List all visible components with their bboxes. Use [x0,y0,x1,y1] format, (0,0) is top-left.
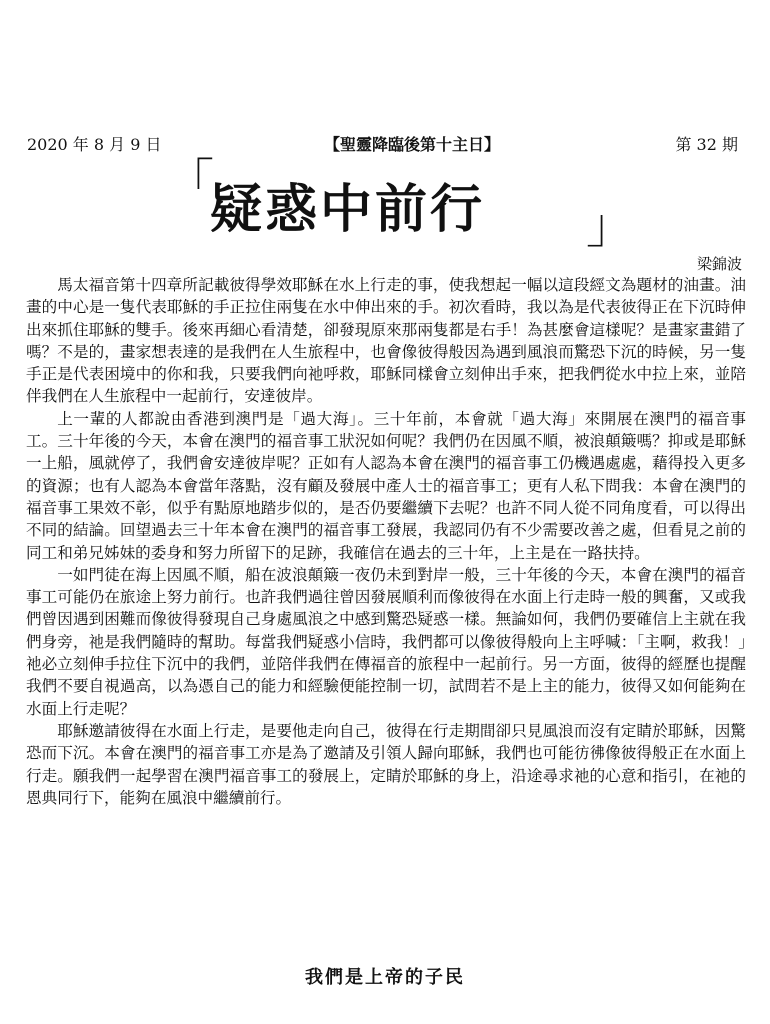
issue-number: 第 32 期 [675,135,738,154]
article-title [166,154,635,254]
article-paragraph: 耶穌邀請彼得在水面上行走，是要他走向自己，彼得在行走期間卻只見風浪而沒有定睛於耶穌，因驚恐而下沉。本會在澳門的福音事工亦是為了邀請及引領人歸向耶穌，我們也可能彷彿像彼得般正在水面上行走。願我們一起學習在澳門福音事工的發展上，定睛於耶穌的身上，沿途尋求祂的心意和指引，在祂的恩典同行下，能夠在風浪中繼續前行。 [26,721,746,807]
footer-heading: 我們是上帝的子民 [305,967,465,988]
article-author: 梁錦波 [696,255,742,273]
title-open-quote: 「 [166,154,215,210]
article-paragraph: 上一輩的人都說由香港到澳門是「過大海」。三十年前，本會就「過大海」來開展在澳門的福音事工。三十年後的今天，本會在澳門的福音事工狀況如何呢？我們仍在因風不順，被浪顛簸嗎？抑或是耶穌一上船，風就停了，我們會安達彼岸呢？正如有人認為本會在澳門的福音事工仍機遇處處，藉得投入更多的資源；也有人認為本會當年落點，沒有顧及發展中產人士的福音事工；更有人私下問我：本會在澳門的福音事工果效不彰，似乎有點原地踏步似的，是否仍要繼續下去呢？也許不同人從不同角度看，可以得出不同的結論。回望過去三十年本會在澳門的福音事工發展，我認同仍有不少需要改善之處，但看見之前的同工和弟兄姊妹的委身和努力所留下的足跡，我確信在過去的三十年，上主是在一路扶持。 [26,409,746,562]
liturgical-occasion: 【聖靈降臨後第十主日】 [324,135,501,154]
bulletin-date: 2020 年 8 月 9 日 [27,135,162,154]
article-paragraph: 馬太福音第十四章所記載彼得學效耶穌在水上行走的事，使我想起一幅以這段經文為題材的油畫。油畫的中心是一隻代表耶穌的手正拉住兩隻在水中伸出來的手。初次看時，我以為是代表彼得正在下沉時伸出來抓住耶穌的雙手。後來再細心看清楚，卻發現原來那兩隻都是右手！為甚麼會這樣呢？是畫家畫錯了嗎？不是的，畫家想表達的是我們在人生旅程中，也會像彼得般因為遇到風浪而驚恐下沉的時候，另一隻手正是代表困境中的你和我，只要我們向祂呼救，耶穌同樣會立刻伸出手來，把我們從水中拉上來，並陪伴我們在人生旅程中一起前行，安達彼岸。 [26,276,746,406]
article-paragraph: 一如門徒在海上因風不順，船在波浪顛簸一夜仍未到對岸一般，三十年後的今天，本會在澳門的福音事工可能仍在旅途上努力前行。也許我們過往曾因發展順利而像彼得在水面上行走時一般的興奮，又或我們曾因遇到困難而像彼得發現自己身處風浪之中感到驚恐疑惑一樣。無論如何，我們仍要確信上主就在我們身旁，祂是我們隨時的幫助。每當我們疑惑小信時，我們都可以像彼得般向上主呼喊：「主啊，救我！」祂必立刻伸手拉住下沉中的我們，並陪伴我們在傳福音的旅程中一起前行。另一方面，彼得的經歷也提醒我們不要自視過高，以為憑自己的能力和經驗便能控制一切，試問若不是上主的能力，彼得又如何能夠在水面上行走呢？ [26,565,746,718]
title-text: 疑惑中前行 [210,179,486,240]
article-body [26,274,746,809]
bulletin-header [27,133,738,157]
title-close-quote: 」 [586,198,635,254]
